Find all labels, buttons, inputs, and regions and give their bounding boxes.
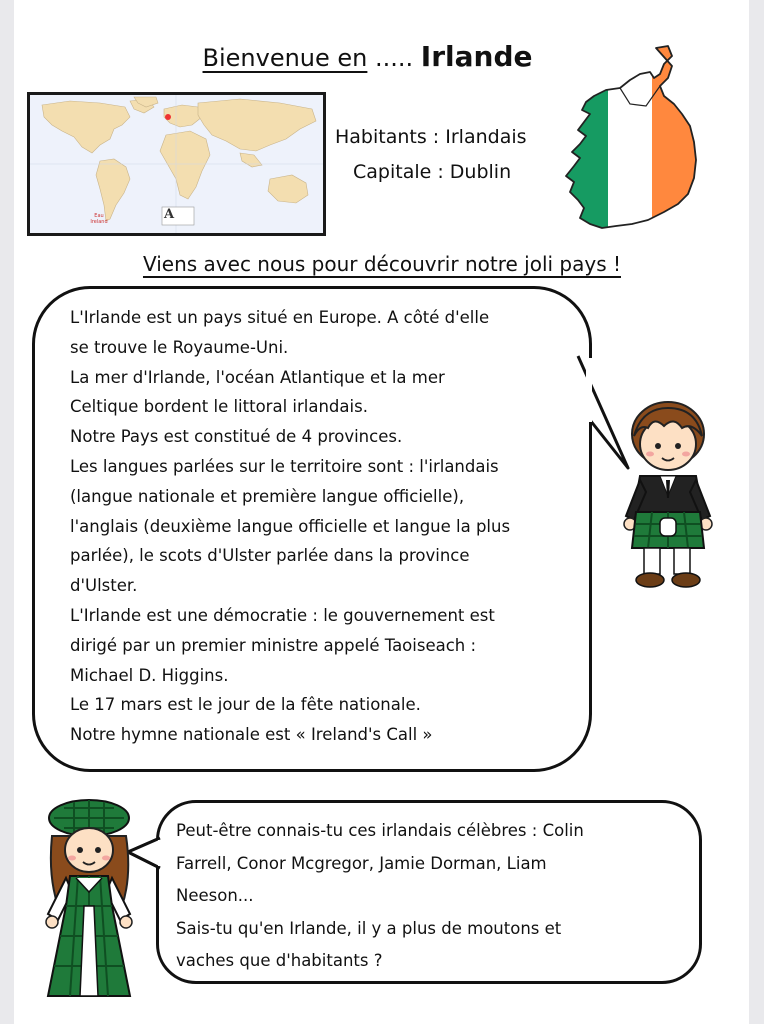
main-text [70, 303, 590, 750]
main-text-line: se trouve le Royaume-Uni. [70, 337, 289, 357]
habitants-value: Irlandais [445, 126, 527, 148]
habitants-label: Habitants [335, 126, 427, 148]
facts-capitale [335, 155, 527, 190]
world-map-graphic [30, 95, 323, 233]
facts-habitants [335, 120, 527, 155]
ireland-flag-map [560, 44, 700, 234]
secondary-text-line: Neeson... [176, 886, 254, 905]
title-country: Irlande [420, 40, 533, 73]
main-text-line: Le 17 mars est le jour de la fête nationale. [70, 695, 421, 715]
capitale-label: Capitale [353, 161, 432, 183]
secondary-text [176, 815, 696, 978]
habitants-separator: : [426, 126, 446, 148]
country-facts [335, 120, 527, 190]
main-text-line: Michael D. Higgins. [70, 665, 229, 685]
secondary-text-line: vaches que d'habitants ? [176, 951, 383, 970]
title-prefix: Bienvenue en [202, 44, 368, 72]
main-text-line: Notre hymne nationale est « Ireland's Call » [70, 725, 433, 745]
section-subtitle: Viens avec nous pour découvrir notre joli pays ! [142, 252, 621, 276]
main-text-line: d'Ulster. [70, 576, 138, 596]
secondary-text-line: Sais-tu qu'en Irlande, il y a plus de moutons et [176, 918, 562, 938]
main-text-line: La mer d'Irlande, l'océan Atlantique et la mer [70, 367, 445, 387]
secondary-text-line: Peut-être connais-tu ces irlandais célèbres : Colin [176, 821, 584, 840]
irish-girl-illustration [34, 796, 144, 1006]
secondary-text-line: Farrell, Conor Mcgregor, Jamie Dorman, Liam [176, 853, 547, 873]
main-text-line: L'Irlande est un pays situé en Europe. A côté d'elle [70, 308, 490, 327]
main-text-line: L'Irlande est une démocratie : le gouvernement est [70, 605, 495, 625]
main-text-line: Les langues parlées sur le territoire sont : l'irlandais [70, 456, 499, 476]
main-text-line: dirigé par un premier ministre appelé Taoiseach : [70, 635, 477, 655]
world-map [27, 92, 326, 236]
capitale-separator: : [431, 161, 450, 183]
title-dots: ..... [367, 44, 421, 72]
main-text-line: Notre Pays est constitué de 4 provinces. [70, 427, 403, 447]
capitale-value: Dublin [449, 161, 512, 183]
main-text-line: l'anglais (deuxième langue officielle et langue la plus [70, 516, 511, 536]
main-text-line: parlée), le scots d'Ulster parlée dans la province [70, 546, 470, 566]
map-legend: Eau Ireland [90, 213, 108, 225]
irish-boy-illustration [612, 400, 722, 600]
map-logo: A [164, 207, 175, 222]
main-text-line: Celtique bordent le littoral irlandais. [70, 397, 368, 417]
main-text-line: (langue nationale et première langue officielle), [70, 486, 465, 506]
